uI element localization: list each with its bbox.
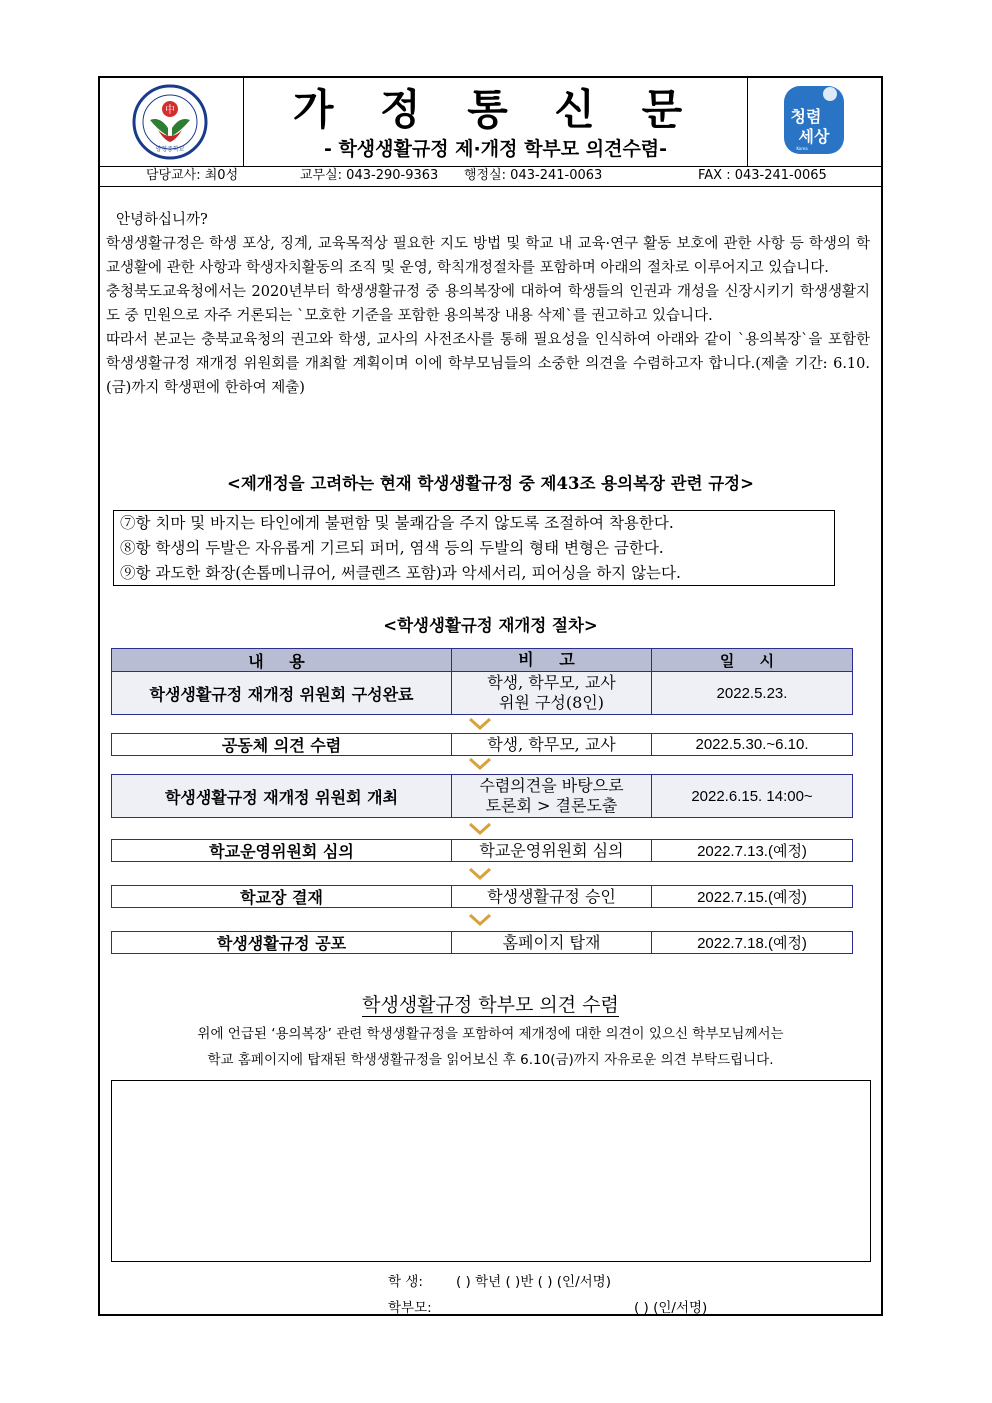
- step-content: 학생생활규정 재개정 위원회 개최: [112, 775, 452, 817]
- step-note: 학생생활규정 승인: [452, 886, 652, 907]
- rule-item: ⑧항 학생의 두발은 자유롭게 기르되 퍼머, 염색 등의 두발의 형태 변형은 금한다.: [120, 539, 664, 557]
- procedure-row: [111, 733, 853, 756]
- header-content: 내 용: [112, 649, 452, 671]
- contact-bar: [100, 166, 881, 187]
- rule-item: ⑦항 치마 및 바지는 타인에게 불편함 및 불쾌감을 주지 않도록 조절하여 착용한다.: [120, 514, 674, 532]
- step-content: 학교운영위원회 심의: [112, 840, 452, 861]
- opinion-instructions-2: 학교 홈페이지에 탑재된 학생생활규정을 읽어보신 후 6.10(금)까지 자유로운 의견 부탁드립니다.: [207, 1052, 774, 1068]
- school-logo: [100, 78, 244, 166]
- opinion-title-text: 학생생활규정 학부모 의견 수렴: [362, 994, 619, 1016]
- step-content: 학교장 결재: [112, 886, 452, 907]
- procedure-row: [111, 839, 853, 862]
- step-note: 학생, 학무모, 교사: [452, 734, 652, 755]
- step-date: 2022.7.15.(예정): [697, 889, 807, 906]
- procedure-header-row: [111, 648, 853, 672]
- parent-fields[interactable]: ( ) (인/서명): [634, 1300, 708, 1316]
- step-note-line: 수렴의견을 바탕으로: [479, 776, 624, 795]
- chevron-down-icon: [469, 718, 491, 730]
- contact-fax: FAX : 043-241-0065: [698, 168, 827, 183]
- opinion-instructions-1: 위에 언급된 ‘용의복장’ 관련 학생생활규정을 포함하여 제개정에 대한 의견이 있으신 학부모님께서는: [197, 1026, 784, 1042]
- education-logo: [747, 78, 881, 166]
- paragraph-2: 충청북도교육청에서는 2020년부터 학생생활규정 중 용의복장에 대하여 학생들의 인권과 개성을 신장시키기 학생생활지도 중 민원으로 자주 거론되는 `모호한 기준을 포함한 용의복장 내용 삭제`를 권고하고 있습니다.: [106, 284, 870, 324]
- opinion-input-box[interactable]: [111, 1080, 871, 1262]
- header-date: 일 시: [719, 651, 785, 670]
- step-note-line: 학생, 학무모, 교사: [487, 673, 616, 692]
- chevron-down-icon: [469, 758, 491, 770]
- svg-text:청렴: 청렴: [790, 107, 822, 126]
- step-note: 홈페이지 탑재: [452, 932, 652, 953]
- step-note: [452, 672, 652, 714]
- procedure-title: <학생생활규정 재개정 절차>: [383, 616, 598, 635]
- step-content: 학생생활규정 재개정 위원회 구성완료: [112, 672, 452, 714]
- svg-text:양청중학교: 양청중학교: [155, 146, 185, 153]
- rule-item: ⑨항 과도한 화장(손톱메니큐어, 써클렌즈 포함)과 악세서리, 피어싱을 하지 않는다.: [120, 564, 681, 582]
- step-note: [452, 775, 652, 817]
- student-label: 학 생:: [388, 1274, 423, 1290]
- svg-text:Korea: Korea: [796, 146, 808, 151]
- letter-body: [106, 208, 870, 400]
- paragraph-3: 따라서 본교는 충북교육청의 권고와 학생, 교사의 사전조사를 통해 필요성을 인식하여 아래와 같이 `용의복장`을 포함한 학생생활규정 재개정 위원회를 개최할 계획이며 이에 학부모님들의 소중한 의견을 수렴하고자 합니다.(제출 기간: 6.10.(금)까지 학생편에 한하여 제출): [106, 332, 870, 396]
- opinion-title: [100, 990, 881, 1017]
- procedure-row: [111, 774, 853, 818]
- header: [100, 78, 881, 167]
- page-title: 가 정 통 신 문: [292, 85, 699, 134]
- contact-teacher: 담당교사: 최0성: [146, 168, 239, 183]
- step-note: 학교운영위원회 심의: [452, 840, 652, 861]
- svg-text:中: 中: [165, 105, 175, 116]
- procedure-row: [111, 885, 853, 908]
- chevron-down-icon: [469, 823, 491, 835]
- contact-admin: 행정실: 043-241-0063: [464, 168, 603, 183]
- step-date: 2022.6.15. 14:00~: [691, 787, 813, 805]
- step-note-line: 토론회 > 결론도출: [485, 796, 618, 815]
- rules-box: [113, 510, 835, 586]
- greeting: 안녕하십니까?: [116, 212, 208, 228]
- step-date: 2022.5.23.: [716, 684, 788, 702]
- step-date: 2022.7.13.(예정): [697, 843, 807, 860]
- parent-label: 학부모:: [388, 1300, 432, 1316]
- newsletter-frame: [98, 76, 883, 1316]
- svg-text:세상: 세상: [798, 127, 830, 146]
- chevron-down-icon: [469, 914, 491, 926]
- contact-academic: 교무실: 043-290-9363: [300, 168, 439, 183]
- step-date: 2022.5.30.~6.10.: [695, 736, 809, 753]
- step-date: 2022.7.18.(예정): [697, 935, 807, 952]
- page-subtitle: - 학생생활규정 제·개정 학부모 의견수렴-: [323, 138, 668, 160]
- chevron-down-icon: [469, 868, 491, 880]
- paragraph-1: 학생생활규정은 학생 포상, 징계, 교육목적상 필요한 지도 방법 및 학교 내 교육·연구 활동 보호에 관한 사항 등 학생의 학교생활에 관한 사항과 학생자치활동의 조직 및 운영, 학칙개정절차를 포함하며 아래의 절차로 이루어지고 있습니다.: [106, 236, 870, 276]
- rules-section-title: <제개정을 고려하는 현재 학생생활규정 중 제43조 용의복장 관련 규정>: [227, 474, 754, 493]
- step-note-line: 위원 구성(8인): [498, 693, 604, 712]
- step-content: 공동체 의견 수렴: [112, 734, 452, 755]
- student-fields[interactable]: ( ) 학년 ( )반 ( ) (인/서명): [456, 1274, 611, 1290]
- procedure-row: [111, 931, 853, 954]
- procedure-row: [111, 671, 853, 715]
- step-content: 학생생활규정 공포: [112, 932, 452, 953]
- header-note: 비 고: [452, 649, 652, 671]
